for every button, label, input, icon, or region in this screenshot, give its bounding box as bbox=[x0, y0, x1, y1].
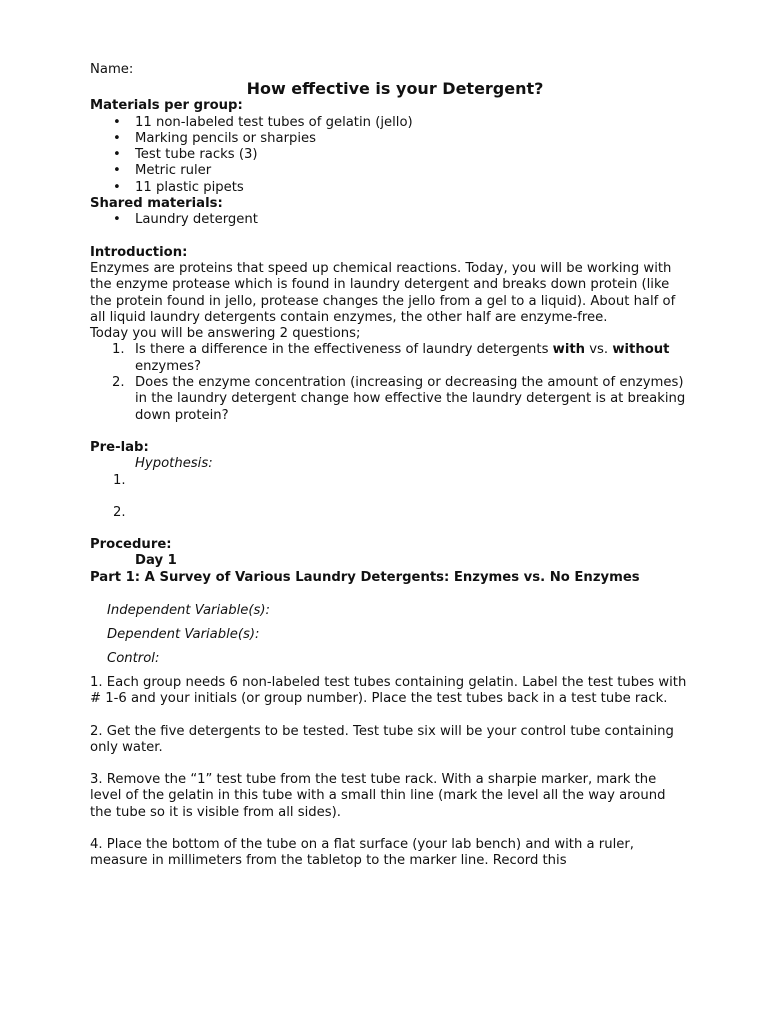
hypothesis-1-number: 1. bbox=[113, 472, 126, 488]
hypothesis-label: Hypothesis: bbox=[135, 456, 213, 472]
day-label: Day 1 bbox=[135, 553, 177, 569]
questions-list bbox=[90, 342, 690, 423]
procedure-step-4: 4. Place the bottom of the tube on a flat surface (your lab bench) and with a ruler, measure in millimeters from the tabletop to the marker line. Record this bbox=[90, 836, 634, 869]
list-item: • Marking pencils or sharpies bbox=[90, 131, 690, 147]
list-item: • Laundry detergent bbox=[90, 212, 690, 228]
list-item: • Metric ruler bbox=[90, 163, 690, 179]
name-label: Name: bbox=[90, 62, 134, 77]
procedure-step-2: 2. Get the five detergents to be tested. Test tube six will be your control tube containing only water. bbox=[90, 723, 674, 755]
question-1: 1. Is there a difference in the effectiveness of laundry detergents with vs. without enzymes? bbox=[112, 342, 670, 374]
introduction-heading: Introduction: bbox=[90, 244, 188, 260]
control-label: Control: bbox=[107, 650, 160, 666]
questions-intro: Today you will be answering 2 questions; bbox=[90, 326, 361, 342]
materials-list bbox=[90, 115, 690, 196]
list-item: • 11 plastic pipets bbox=[90, 180, 690, 196]
independent-variable-label: Independent Variable(s): bbox=[107, 603, 270, 619]
emphasis-without: without bbox=[612, 342, 670, 358]
procedure-step-1: 1. Each group needs 6 non-labeled test tubes containing gelatin. Label the test tubes with # 1-6 and your initials (or group number). Place the test tubes back in a test tube rack. bbox=[90, 674, 687, 707]
part1-heading: Part 1: A Survey of Various Laundry Detergents: Enzymes vs. No Enzymes bbox=[90, 569, 640, 585]
question-2: 2. Does the enzyme concentration (increasing or decreasing the amount of enzymes) in the laundry detergent change how effective the laundry detergent is at breaking down protein? bbox=[112, 375, 686, 423]
emphasis-with: with bbox=[552, 342, 586, 358]
introduction-paragraph: Enzymes are proteins that speed up chemical reactions. Today, you will be working with the enzyme protease which is found in laundry detergent and breaks down protein (like the protein found in jello, protease changes the jello from a gel to a liquid). About half of all liquid laundry detergents contain enzymes, the other half are enzyme-free. bbox=[90, 260, 676, 325]
dependent-variable-label: Dependent Variable(s): bbox=[107, 627, 260, 643]
procedure-heading: Procedure: bbox=[90, 537, 172, 553]
shared-materials-heading: Shared materials: bbox=[90, 196, 223, 212]
question-number: 2. bbox=[112, 375, 125, 391]
hypothesis-2-number: 2. bbox=[113, 504, 126, 520]
list-item: • Test tube racks (3) bbox=[90, 147, 690, 163]
worksheet-content bbox=[90, 62, 690, 870]
procedure-step-3: 3. Remove the “1” test tube from the test tube rack. With a sharpie marker, mark the level of the gelatin in this tube with a small thin line (mark the level all the way around the tube so it is visible from all sides). bbox=[90, 772, 666, 820]
question-number: 1. bbox=[112, 342, 125, 358]
list-item: • 11 non-labeled test tubes of gelatin (jello) bbox=[90, 115, 690, 131]
page-title: How effective is your Detergent? bbox=[246, 79, 544, 99]
materials-heading: Materials per group: bbox=[90, 98, 243, 114]
shared-materials-list bbox=[90, 212, 690, 228]
prelab-heading: Pre-lab: bbox=[90, 439, 149, 455]
